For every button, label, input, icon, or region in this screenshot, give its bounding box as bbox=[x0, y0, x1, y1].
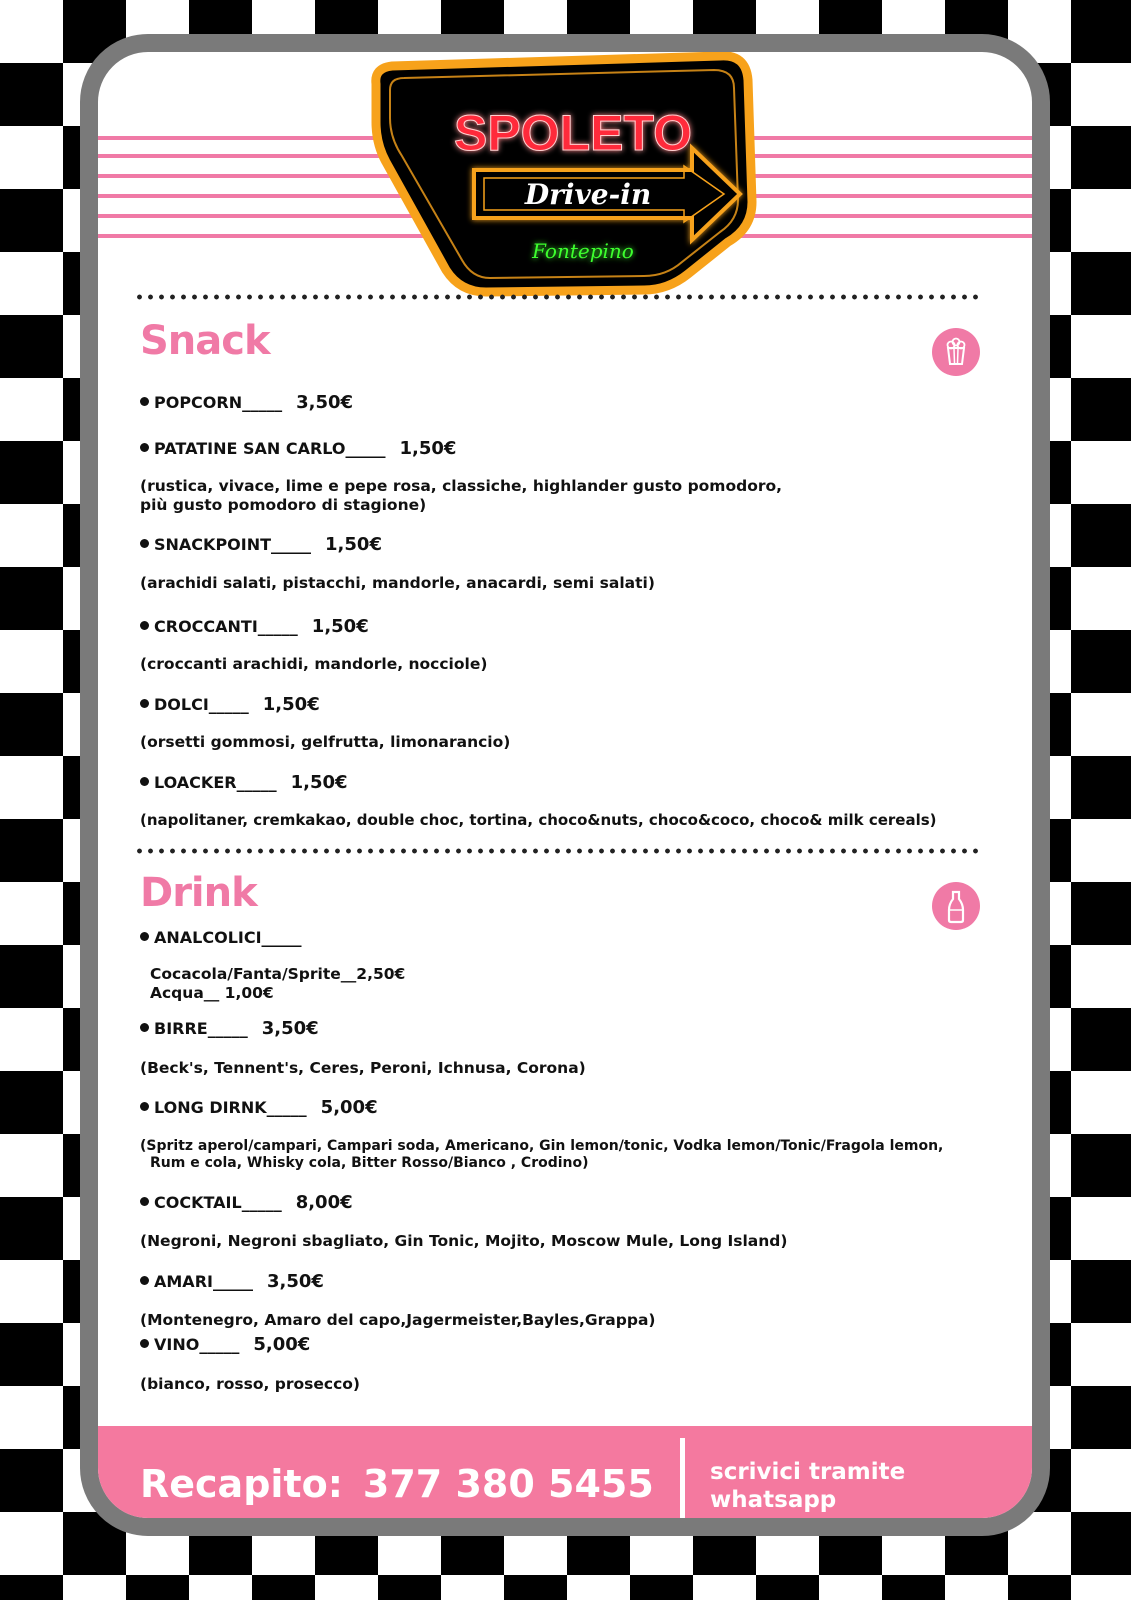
item-description: (arachidi salati, pistacchi, mandorle, anacardi, semi salati) bbox=[140, 574, 655, 592]
menu-item-long-drink: LONG DIRNK_____ 5,00€ bbox=[140, 1097, 378, 1118]
bottle-icon bbox=[932, 882, 980, 930]
menu-item-cocktail: COCKTAIL_____ 8,00€ bbox=[140, 1192, 353, 1213]
logo-subtitle: Drive-in bbox=[524, 178, 652, 211]
item-description: (Negroni, Negroni sbagliato, Gin Tonic, Mojito, Moscow Mule, Long Island) bbox=[140, 1232, 788, 1250]
item-description: (croccanti arachidi, mandorle, nocciole) bbox=[140, 655, 488, 673]
item-description: (rustica, vivace, lime e pepe rosa, classiche, highlander gusto pomodoro, più gusto pomodoro di stagione) bbox=[140, 477, 783, 514]
contact-phone[interactable]: Recapito: 377 380 5455 bbox=[140, 1462, 654, 1506]
whatsapp-note: scrivici tramite whatsapp bbox=[710, 1459, 906, 1513]
dotted-divider bbox=[134, 848, 984, 854]
menu-item-croccanti: CROCCANTI_____ 1,50€ bbox=[140, 616, 369, 637]
menu-item-loacker: LOACKER_____ 1,50€ bbox=[140, 772, 348, 793]
popcorn-icon bbox=[932, 328, 980, 376]
item-description: Cocacola/Fanta/Sprite__2,50€ Acqua__ 1,00€ bbox=[150, 965, 406, 1002]
drive-in-logo bbox=[368, 52, 768, 297]
item-description: (Montenegro, Amaro del capo,Jagermeister,Bayles,Grappa) bbox=[140, 1311, 656, 1329]
menu-card bbox=[80, 34, 1050, 1536]
dotted-divider bbox=[134, 294, 984, 300]
item-description: (Spritz aperol/campari, Campari soda, Americano, Gin lemon/tonic, Vodka lemon/Tonic/Fragola lemon, Rum e cola, Whisky cola, Bitter Rosso/Bianco , Crodino) bbox=[140, 1138, 944, 1171]
menu-item-analcolici: ANALCOLICI_____ bbox=[140, 928, 302, 947]
menu-item-birre: BIRRE_____ 3,50€ bbox=[140, 1018, 319, 1039]
item-description: (napolitaner, cremkakao, double choc, tortina, choco&nuts, choco&coco, choco& milk cereals) bbox=[140, 811, 937, 829]
menu-item-patatine: PATATINE SAN CARLO_____ 1,50€ bbox=[140, 438, 456, 459]
menu-item-amari: AMARI_____ 3,50€ bbox=[140, 1271, 324, 1292]
item-description: (bianco, rosso, prosecco) bbox=[140, 1375, 361, 1393]
logo-title: SPOLETO bbox=[453, 105, 693, 161]
menu-item-dolci: DOLCI_____ 1,50€ bbox=[140, 694, 320, 715]
contact-footer bbox=[98, 1426, 1032, 1536]
menu-item-popcorn: POPCORN_____ 3,50€ bbox=[140, 392, 353, 413]
item-description: (Beck's, Tennent's, Ceres, Peroni, Ichnusa, Corona) bbox=[140, 1059, 586, 1077]
snack-section-title: Snack bbox=[140, 318, 270, 364]
menu-item-snackpoint: SNACKPOINT_____ 1,50€ bbox=[140, 534, 382, 555]
menu-item-vino: VINO_____ 5,00€ bbox=[140, 1334, 310, 1355]
item-description: (orsetti gommosi, gelfrutta, limonarancio) bbox=[140, 733, 511, 751]
drink-section-title: Drink bbox=[140, 870, 257, 916]
logo-location: Fontepino bbox=[532, 239, 634, 263]
footer-divider bbox=[680, 1438, 685, 1528]
